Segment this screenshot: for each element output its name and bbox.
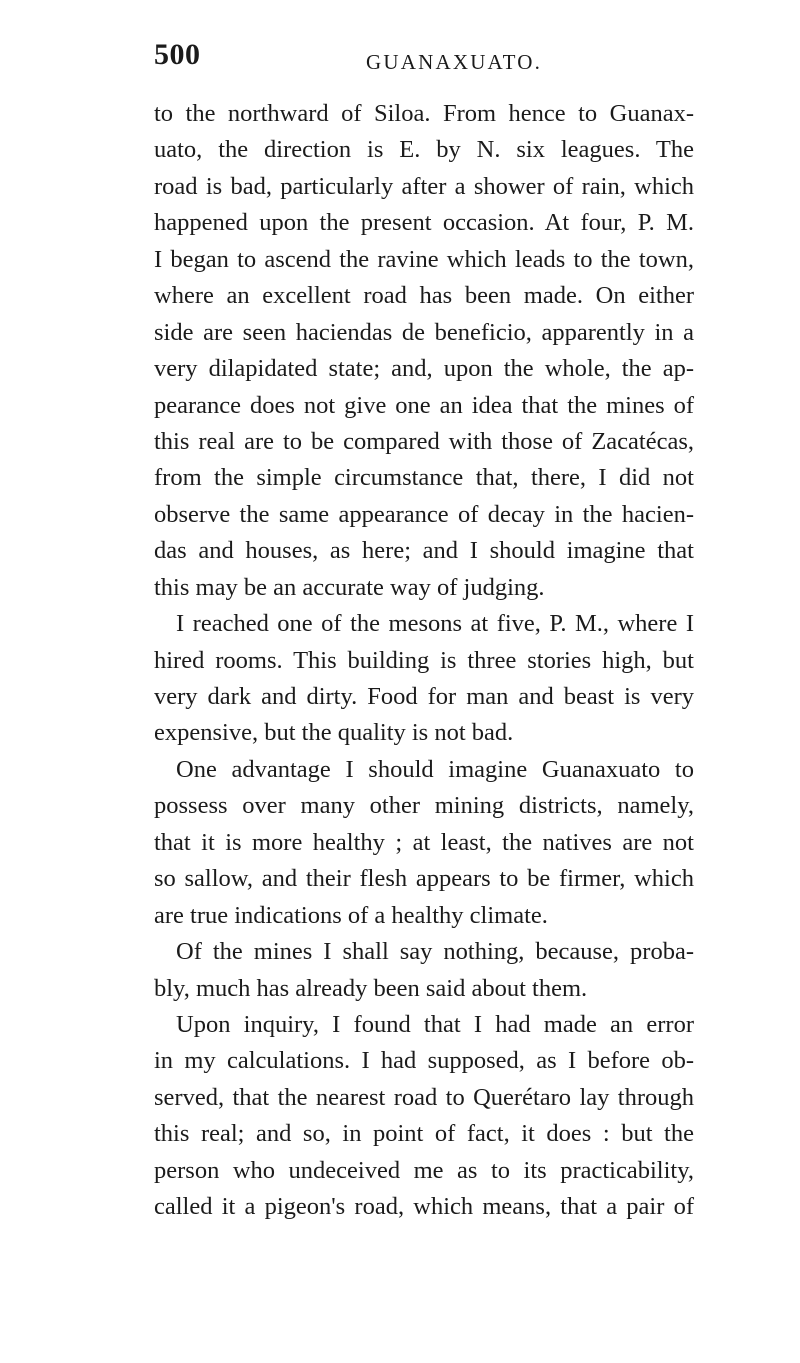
text-line: One advantage I should imagine Guanaxuato to <box>176 755 694 783</box>
text-line: hired rooms. This building is three stories high, but <box>154 646 694 674</box>
text-line: Of the mines I shall say nothing, because, proba- <box>176 938 694 966</box>
text-line: so sallow, and their flesh appears to be firmer, which <box>154 865 694 893</box>
text-line: are true indications of a healthy climate. <box>154 901 548 929</box>
text-line: road is bad, particularly after a shower of rain, which <box>154 172 694 200</box>
text-line: this may be an accurate way of judging. <box>154 573 545 601</box>
text-line: pearance does not give one an idea that the mines of <box>154 391 694 419</box>
text-line: bly, much has already been said about them. <box>154 974 588 1002</box>
text-line: this real; and so, in point of fact, it does : but the <box>154 1120 694 1148</box>
text-line: I began to ascend the ravine which leads to the town, <box>154 245 694 273</box>
page-header <box>154 38 674 78</box>
text-line: from the simple circumstance that, there, I did not <box>154 464 694 492</box>
text-line: very dilapidated state; and, upon the whole, the ap- <box>154 355 694 383</box>
text-line: that it is more healthy ; at least, the natives are not <box>154 828 694 856</box>
text-line: very dark and dirty. Food for man and beast is very <box>154 683 694 710</box>
text-line: uato, the direction is E. by N. six leagues. The <box>154 136 694 164</box>
body-text <box>154 96 694 1226</box>
text-line: where an excellent road has been made. On either <box>154 282 694 310</box>
text-line: Upon inquiry, I found that I had made an error <box>176 1010 694 1038</box>
text-line: happened upon the present occasion. At four, P. M. <box>154 209 694 237</box>
text-line: called it a pigeon's road, which means, that a pair of <box>154 1193 694 1221</box>
page-number: 500 <box>154 38 201 71</box>
text-line: in my calculations. I had supposed, as I before ob- <box>154 1047 694 1075</box>
text-line: side are seen haciendas de beneficio, apparently in a <box>154 318 694 346</box>
text-line: served, that the nearest road to Querétaro lay through <box>154 1083 694 1111</box>
text-line: das and houses, as here; and I should imagine that <box>154 537 694 565</box>
text-line: expensive, but the quality is not bad. <box>154 719 514 747</box>
text-line: I reached one of the mesons at five, P. M., where I <box>176 610 694 638</box>
text-line: to the northward of Siloa. From hence to Guanax- <box>154 100 694 127</box>
running-head: GUANAXUATO. <box>366 50 543 74</box>
text-line: this real are to be compared with those of Zacatécas, <box>154 427 694 455</box>
text-line: observe the same appearance of decay in the hacien- <box>154 500 694 528</box>
text-line: person who undeceived me as to its practicability, <box>154 1156 694 1184</box>
text-line: possess over many other mining districts, namely, <box>154 792 694 820</box>
